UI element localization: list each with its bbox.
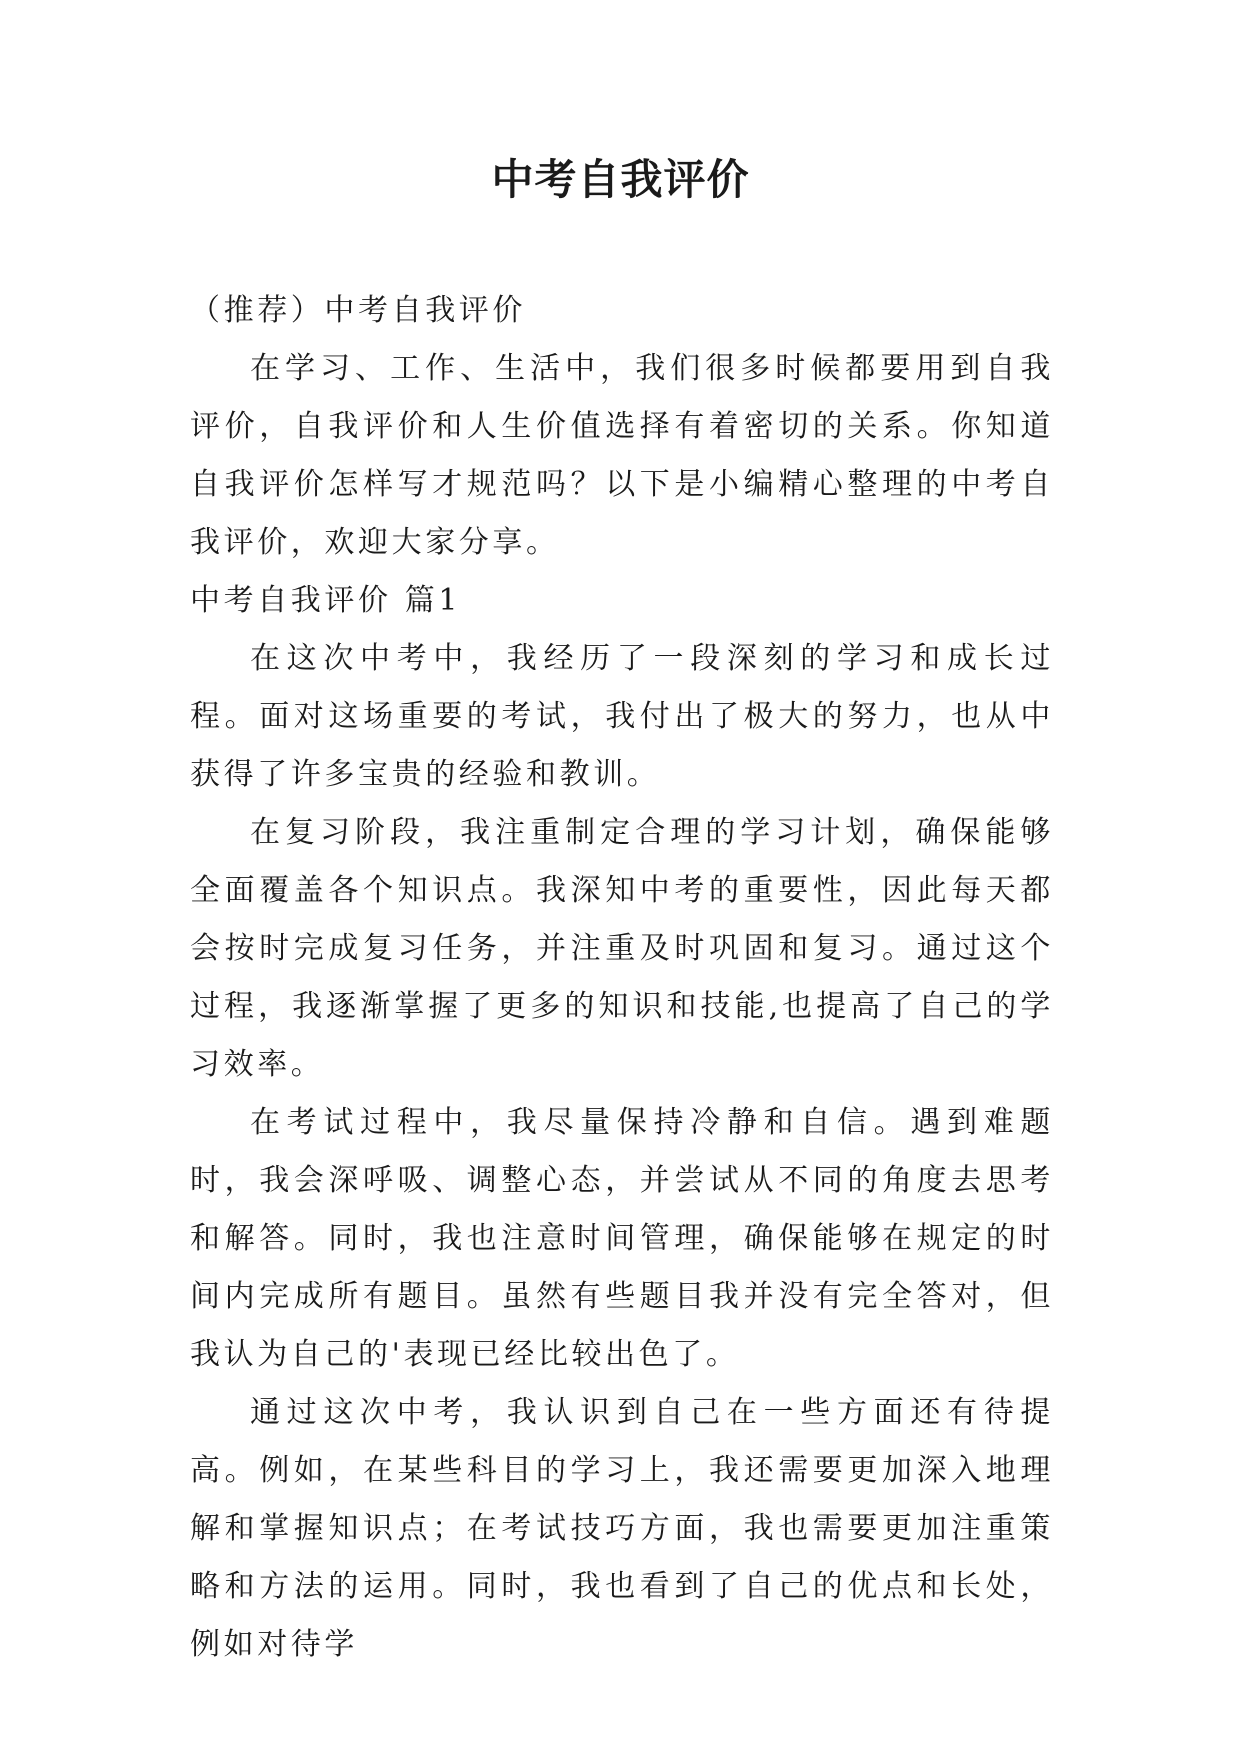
document-body bbox=[190, 282, 1054, 1674]
body-paragraph: 在考试过程中，我尽量保持冷静和自信。遇到难题时，我会深呼吸、调整心态，并尝试从不同的角度去思考和解答。同时，我也注意时间管理，确保能够在规定的时间内完成所有题目。虽然有些题目我并没有完全答对，但我认为自己的'表现已经比较出色了。 bbox=[190, 1105, 1054, 1372]
subtitle-paragraph: （推荐）中考自我评价 bbox=[190, 293, 526, 328]
body-paragraph: 在复习阶段，我注重制定合理的学习计划，确保能够全面覆盖各个知识点。我深知中考的重要性，因此每天都会按时完成复习任务，并注重及时巩固和复习。通过这个过程，我逐渐掌握了更多的知识和技能,也提高了自己的学习效率。 bbox=[190, 815, 1054, 1082]
body-paragraph: 在这次中考中，我经历了一段深刻的学习和成长过程。面对这场重要的考试，我付出了极大的努力，也从中获得了许多宝贵的经验和教训。 bbox=[190, 641, 1054, 792]
document-title: 中考自我评价 bbox=[491, 155, 750, 204]
body-paragraph: 通过这次中考，我认识到自己在一些方面还有待提高。例如，在某些科目的学习上，我还需要更加深入地理解和掌握知识点；在考试技巧方面，我也需要更加注重策略和方法的运用。同时，我也看到了自己的优点和长处，例如对待学 bbox=[190, 1395, 1054, 1662]
intro-paragraph: 在学习、工作、生活中，我们很多时候都要用到自我评价，自我评价和人生价值选择有着密切的关系。你知道自我评价怎样写才规范吗？以下是小编精心整理的中考自我评价，欢迎大家分享。 bbox=[190, 351, 1054, 560]
section-heading: 中考自我评价 篇1 bbox=[190, 583, 462, 618]
